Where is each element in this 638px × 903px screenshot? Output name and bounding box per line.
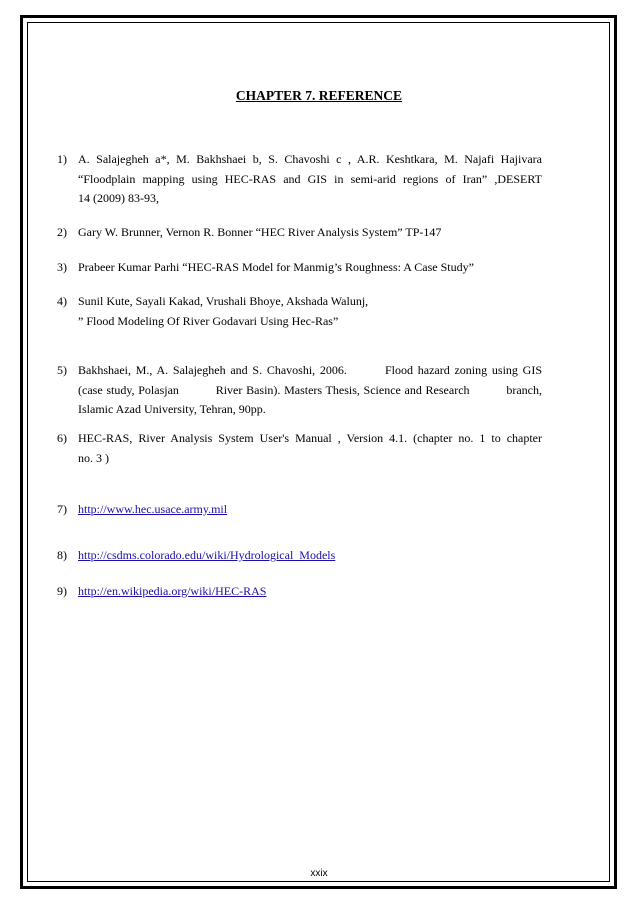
reference-number: 6) (57, 431, 67, 445)
reference-text-line: 14 (2009) 83-93, (78, 191, 159, 205)
reference-item-2 (57, 223, 542, 243)
reference-number: 9) (57, 584, 67, 598)
reference-number: 5) (57, 363, 67, 377)
reference-number: 1) (57, 152, 67, 166)
reference-text-line: Sunil Kute, Sayali Kakad, Vrushali Bhoye, Akshada Walunj, (78, 294, 369, 308)
reference-text-line: HEC-RAS, River Analysis System User's Manual , Version 4.1. (chapter no. 1 to chapter (78, 431, 542, 445)
reference-text-line: “Floodplain mapping using HEC-RAS and GIS in semi-arid regions of Iran” ,DESERT (78, 171, 542, 186)
reference-number: 3) (57, 260, 67, 274)
reference-text-line: Prabeer Kumar Parhi “HEC-RAS Model for Manmig’s Roughness: A Case Study” (78, 260, 474, 274)
reference-text-line: no. 3 ) (78, 450, 109, 465)
reference-text-line: A. Salajegheh a*, M. Bakhshaei b, S. Chavoshi c , A.R. Keshtkara, M. Najafi Hajivara (78, 152, 542, 166)
reference-item-3 (57, 258, 542, 278)
reference-item-1 (57, 150, 542, 209)
reference-text-line: ” Flood Modeling Of River Godavari Using Hec-Ras” (78, 313, 339, 328)
page-number: xxix (310, 868, 328, 879)
reference-link[interactable]: http://en.wikipedia.org/wiki/HEC-RAS (78, 584, 267, 598)
reference-item-9 (57, 582, 542, 602)
reference-number: 4) (57, 294, 67, 308)
reference-number: 2) (57, 225, 67, 239)
reference-item-5 (57, 361, 542, 420)
reference-item-8 (57, 546, 542, 566)
reference-item-7 (57, 500, 542, 520)
reference-link[interactable]: http://csdms.colorado.edu/wiki/Hydrological_Models (78, 548, 336, 562)
reference-text-line: Islamic Azad University, Tehran, 90pp. (78, 402, 266, 416)
reference-text-line: (case study, Polasjan River Basin). Masters Thesis, Science and Research branch, (78, 382, 542, 397)
reference-item-6 (57, 429, 542, 468)
reference-text-line: Gary W. Brunner, Vernon R. Bonner “HEC River Analysis System” TP-147 (78, 225, 442, 239)
reference-number: 8) (57, 548, 67, 562)
reference-text-line: Bakhshaei, M., A. Salajegheh and S. Chavoshi, 2006. Flood hazard zoning using GIS (78, 363, 542, 377)
reference-link[interactable]: http://www.hec.usace.army.mil (78, 502, 228, 516)
reference-item-4 (57, 292, 542, 331)
chapter-title: CHAPTER 7. REFERENCE (235, 88, 403, 103)
reference-number: 7) (57, 502, 67, 516)
